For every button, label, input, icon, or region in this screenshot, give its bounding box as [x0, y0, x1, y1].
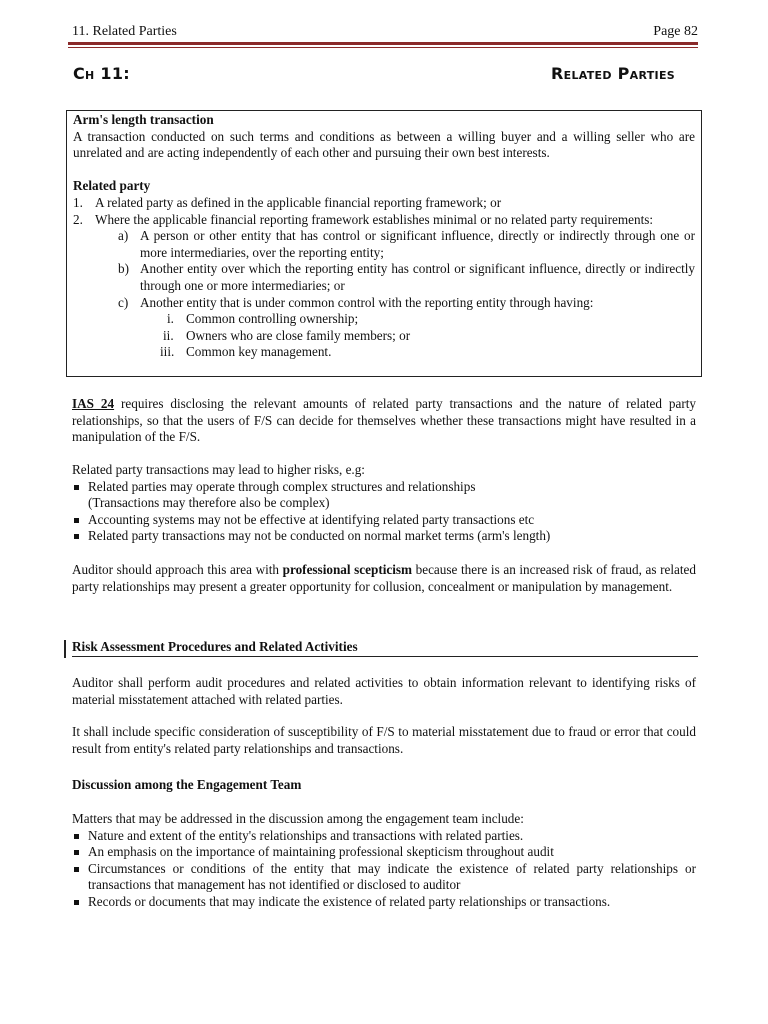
discussion-intro: Matters that may be addressed in the discussion among the engagement team include: [72, 811, 524, 826]
sub-list-text: Another entity over which the reporting entity has control or significant influence, directly or indirectly through one or more intermediaries; or [140, 261, 695, 293]
chapter-name: Related Parties [551, 64, 675, 83]
list-item [72, 479, 696, 512]
list-text: Related parties may operate through complex structures and relationships [88, 478, 476, 494]
discussion-heading: Discussion among the Engagement Team [72, 777, 302, 792]
header-rule-thick [68, 42, 698, 45]
definitions-box [66, 110, 702, 377]
sub-list-letter: a) [118, 228, 129, 244]
list-text: A related party as defined in the applicable financial reporting framework; or [95, 194, 502, 210]
roman-list-text: Common key management. [186, 344, 332, 360]
list-item [72, 828, 696, 845]
ias24-reference: IAS 24 [72, 396, 115, 411]
scepticism-text-post: because there is an increased risk of fraud, as related party relationships may present a greater opportunity for collusion, concealment or manipulation by management. [72, 562, 696, 594]
list-item [72, 844, 696, 861]
discussion-block [72, 811, 696, 911]
sub-list-letter: b) [118, 261, 129, 277]
list-subtext: (Transactions may therefore also be complex) [88, 495, 330, 511]
list-text: Accounting systems may not be effective at identifying related party transactions etc [88, 511, 535, 527]
bullet-square-icon [74, 834, 79, 839]
list-text: Related party transactions may not be conducted on normal market terms (arm's length) [88, 528, 551, 544]
bullet-square-icon [74, 518, 79, 523]
bullet-square-icon [74, 850, 79, 855]
roman-numeral: i. [167, 311, 174, 327]
sub-list-text: A person or other entity that has control or significant influence, directly or indirectly through one or more intermediaries, over the reporting entity; [140, 228, 695, 260]
ias24-paragraph [72, 396, 696, 446]
sub-list-item [73, 228, 695, 261]
list-number: 2. [73, 211, 83, 227]
higher-risks-intro: Related party transactions may lead to higher risks, e.g: [72, 462, 365, 477]
sub-list-item [73, 295, 695, 312]
roman-list-text: Common controlling ownership; [186, 311, 359, 327]
scepticism-paragraph [72, 562, 696, 595]
list-item [72, 512, 696, 529]
bullet-square-icon [74, 867, 79, 872]
definition-heading-related-party: Related party [73, 178, 151, 194]
chapter-title [73, 64, 675, 86]
definition-arms-length: A transaction conducted on such terms and conditions as between a willing buyer and a willing seller who are unrelated and are acting independently of each other and pursuing their own best interests. [73, 128, 695, 161]
list-item [73, 212, 695, 229]
ias24-text: requires disclosing the relevant amounts of related party transactions and the nature of related party relationships, so that the users of F/S can decide for themselves whether these transactions might have resulted in a manipulation of the F/S. [72, 396, 696, 445]
roman-list-text: Owners who are close family members; or [186, 327, 411, 343]
list-text: Nature and extent of the entity's relationships and transactions with related parties. [88, 827, 524, 843]
list-text: Records or documents that may indicate the existence of related party relationships or transactions. [88, 893, 611, 909]
bullet-square-icon [74, 900, 79, 905]
list-item [72, 861, 696, 894]
header-page-number: Page 82 [653, 24, 698, 39]
roman-list-item [73, 311, 695, 328]
list-text: An emphasis on the importance of maintaining professional skepticism throughout audit [88, 844, 554, 860]
risk-assessment-paragraph-1: Auditor shall perform audit procedures and related activities to obtain information relevant to identifying risks of material misstatement attached with related parties. [72, 675, 696, 707]
roman-list-item [73, 344, 695, 361]
list-item [72, 528, 696, 545]
risk-assessment-heading: Risk Assessment Procedures and Related Activities [72, 639, 358, 654]
sub-list-text: Another entity that is under common control with the reporting entity through having: [140, 294, 594, 310]
list-item [73, 195, 695, 212]
list-item [72, 894, 696, 911]
section-underline [72, 656, 698, 657]
sub-list-letter: c) [118, 294, 129, 310]
bullet-square-icon [74, 485, 79, 490]
header-rule-thin [68, 47, 698, 48]
scepticism-text-pre: Auditor should approach this area with [72, 562, 283, 577]
definition-heading-arms-length: Arm's length transaction [73, 112, 214, 127]
risk-assessment-paragraph-2: It shall include specific consideration of susceptibility of F/S to material misstatement due to fraud or error that could result from entity's related party relationships and transactions. [72, 724, 696, 756]
roman-numeral: iii. [160, 344, 175, 360]
list-number: 1. [73, 194, 83, 210]
chapter-number: Ch 11: [73, 64, 130, 83]
sub-list-item [73, 261, 695, 294]
list-text: Circumstances or conditions of the entity that may indicate the existence of related party relationships or transactions that management has not identified or disclosed to auditor [88, 860, 696, 893]
roman-numeral: ii. [163, 327, 174, 343]
running-header [72, 24, 698, 42]
higher-risks-block [72, 462, 696, 545]
roman-list-item [73, 328, 695, 345]
header-chapter: 11. Related Parties [72, 24, 177, 39]
bullet-square-icon [74, 534, 79, 539]
scepticism-emphasis: professional scepticism [282, 562, 413, 577]
section-marker-bar [64, 640, 66, 658]
list-text: Where the applicable financial reporting framework establishes minimal or no related party requirements: [95, 211, 654, 227]
